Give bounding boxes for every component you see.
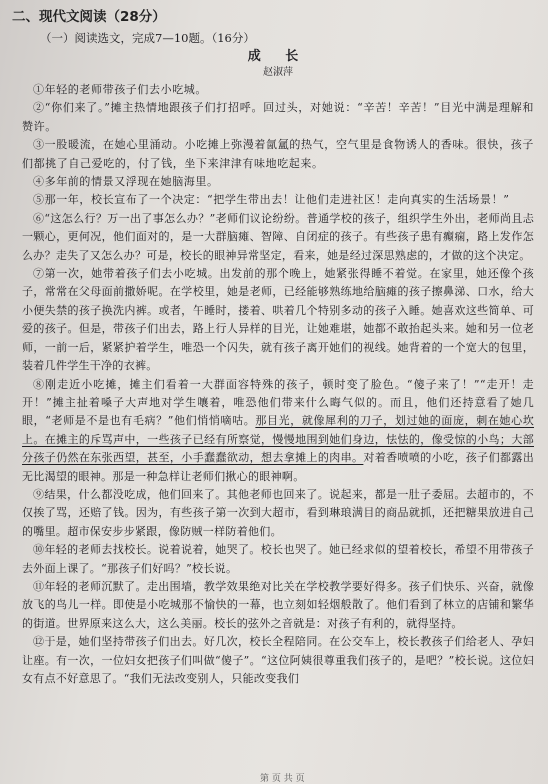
- paragraph-8-after: 对着香喷喷的小吃，孩子们都露出无比渴望的眼神。那是一种急样让老师们揪心的眼神啊。: [22, 451, 535, 483]
- paragraph-6: ⑥“这怎么行？万一出了事怎么办？”老师们议论纷纷。普通学校的孩子，组织学生外出，老师尚且忐一颗心，更何况，他们面对的，是一大群脑瘫、智障、自闭症的孩子。有些孩子患有癫痫，路上发作怎么办？走失了又怎么办？可是，校长的眼神异常坚定，看来，她是经过深思熟虑的，才做的这个决定。: [22, 211, 534, 262]
- paragraph-12: ⑫于是，她们坚持带孩子们出去。好几次，校长全程陪同。在公交车上，校长教孩子们给老人、孕妇让座。有一次，一位妇女把孩子们叫做“傻子”。“这位阿姨很尊重我们孩子的，是吧？”校长说。这位妇女有点不好意思了。“我们无法改变别人，只能改变我们: [22, 635, 534, 685]
- paragraph-3: ③一股暖流，在她心里涌动。小吃摊上弥漫着氤氲的热气，空气里是食物诱人的香味。很快，孩子们都挑了自己爱吃的，付了钱，坐下来津津有味地吃起来。: [22, 138, 534, 170]
- paragraph-5: ⑤那一年，校长宣布了一个决定：“把学生带出去！让他们走进社区！走向真实的生活场景！”: [33, 193, 510, 207]
- page-footer: 第 页 共 页: [260, 774, 305, 784]
- paragraph-8-before: ⑧刚走近小吃摊，摊主们看着一大群面容特殊的孩子，顿时变了脸色。“傻子来了！”“走开！走开！”摊主扯着嗓子大声地对学生嚷着，唯恐他们带来什么晦气似的。而且，他们还持意看了她几眼，“老师是不是也有毛病？”他们悄悄嘀咕。: [22, 377, 534, 428]
- reading-instructions: （一）阅读选文，完成7—10题。（16分）: [40, 31, 255, 45]
- paragraph-9: ⑨结果，什么都没吃成，他们回来了。其他老师也回来了。说起来，都是一肚子委屈。去超市的，不仅挨了骂，还赔了钱。因为，有些孩子第一次到大超市，看到琳琅满目的商品就抓，还把糖果放进自己的嘴里。超市保安步步紧跟，像防贼一样防着他们。: [22, 487, 534, 538]
- article-title: 成 长: [247, 49, 309, 64]
- paragraph-8: [22, 376, 534, 486]
- paragraph-10: ⑩年轻的老师去找校长。说着说着，她哭了。校长也哭了。她已经求似的望着校长，希望不用带孩子去外面上课了。“那孩子们好吗？”校长说。: [22, 543, 534, 575]
- article-author: 赵淑萍: [263, 67, 293, 78]
- paragraph-11: ⑪年轻的老师沉默了。走出围墙，教学效果绝对比关在学校教学要好得多。孩子们快乐、兴奋，就像放飞的鸟儿一样。即使是小吃城那不愉快的一幕，也立刻如轻烟般散了。他们看到了林立的店铺和繁华的街道。世界原来这么大，这么美丽。校长的弦外之音就是：对孩子有利的，就得坚持。: [22, 579, 534, 630]
- paragraph-4: ④多年前的情景又浮现在她脑海里。: [33, 175, 219, 189]
- underlined-sentence: 那目光，就像犀利的刀子，划过她的面庞，刺在她心坎上。在摊主的斥骂声中，一些孩子已经有所察觉，慢慢地围到她们身边，怯怯的，像受惊的小鸟；大部分孩子仍然在东张西望，甚至，小手蠢蠢欲动，想去拿摊上的肉串。: [22, 414, 535, 465]
- paragraph-2: ②“你们来了。”摊主热情地跟孩子们打招呼。回过头，对她说：“辛苦！辛苦！”目光中满是理解和赞许。: [22, 101, 534, 133]
- paragraph-1: ①年轻的老师带孩子们去小吃城。: [33, 83, 207, 96]
- section-header: 二、现代文阅读（28分）: [12, 9, 166, 25]
- paragraph-7: ⑦第一次，她带着孩子们去小吃城。出发前的那个晚上，她紧张得睡不着觉。在家里，她还像个孩子，常常在父母面前撒娇呢。在学校里，她是老师，已经能够熟练地给脑瘫的孩子擦鼻涕、口水，给大小便失禁的孩子换洗内裤。或者，午睡时，搂着、哄着几个特别多动的孩子入睡。她喜欢这些简单、可爱的孩子。但是，带孩子们出去，路上行人异样的目光，让她难堪，她都不敢抬起头来。她和另一位老师，一前一后，紧紧护着学生，唯恐一个闪失，就有孩子离开她们的视线。她背着的一个宽大的包里，装着几件学生干净的衣裤。: [22, 267, 534, 373]
